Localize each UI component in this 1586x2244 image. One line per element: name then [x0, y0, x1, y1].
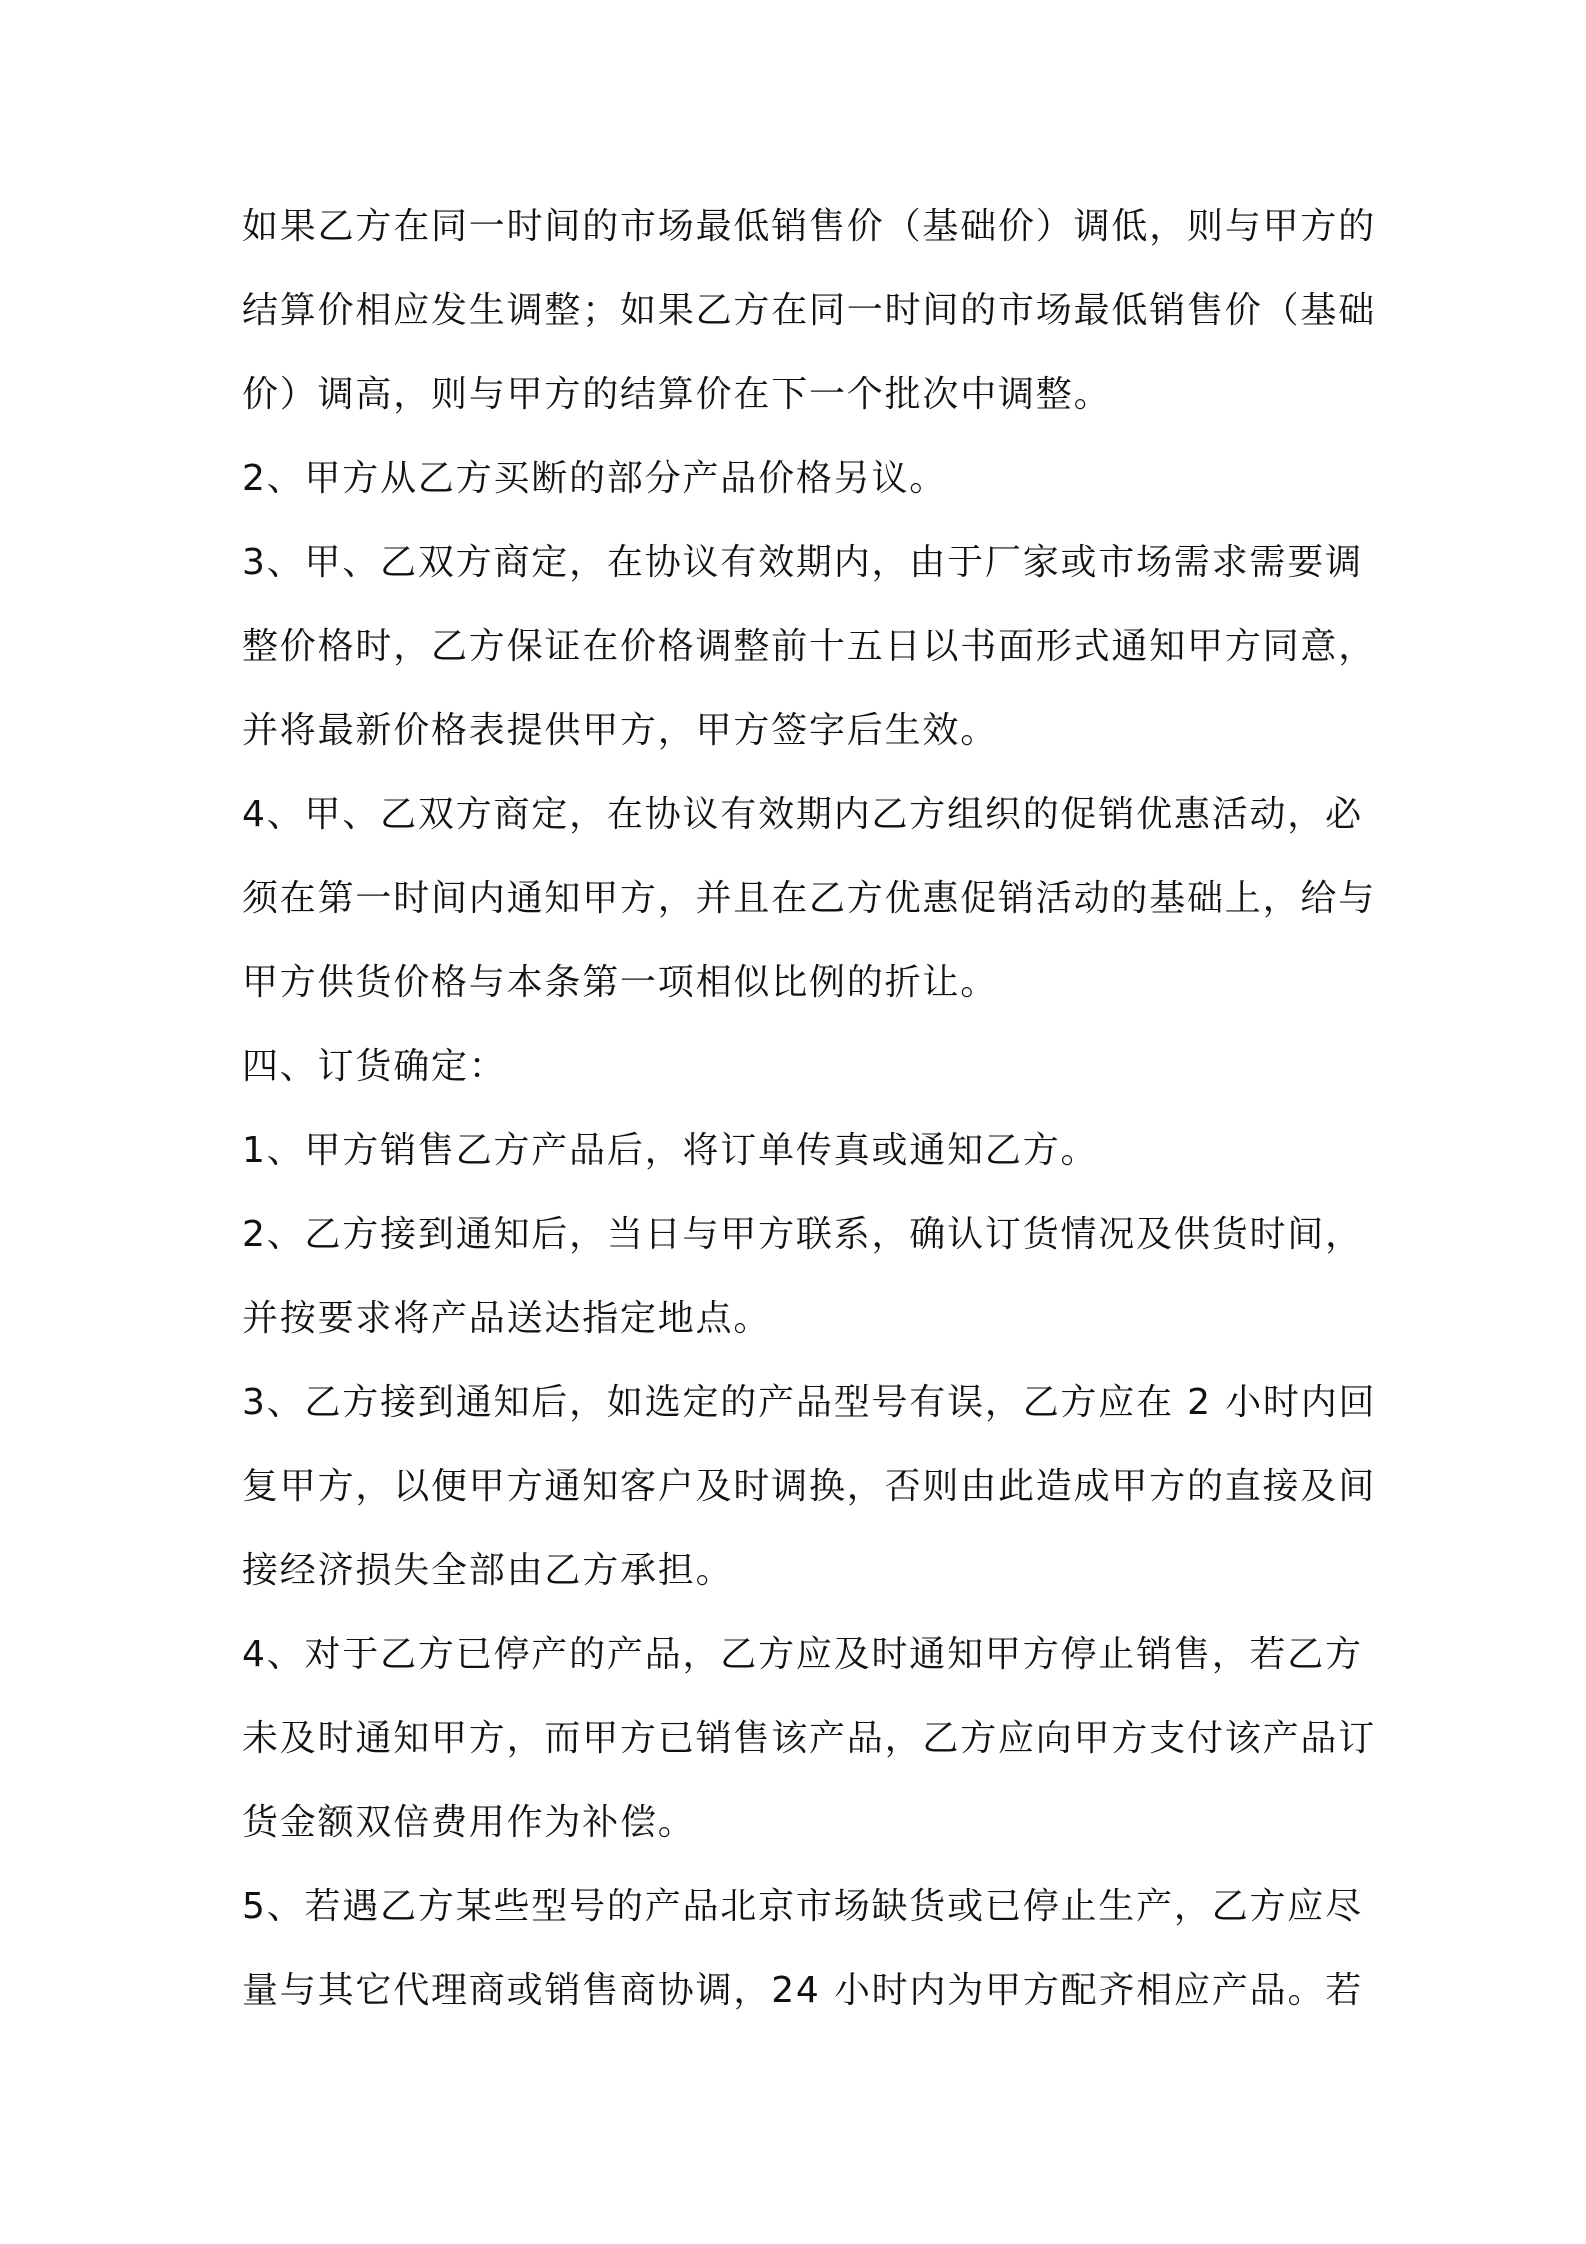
text-line: 3、甲、乙双方商定，在协议有效期内，由于厂家或市场需求需要调 [242, 542, 1363, 583]
section-heading: 四、订货确定： [242, 1046, 507, 1087]
text-line: 并按要求将产品送达指定地点。 [242, 1298, 772, 1339]
text-line: 须在第一时间内通知甲方，并且在乙方优惠促销活动的基础上，给与 [242, 878, 1377, 919]
text-line: 2、乙方接到通知后，当日与甲方联系，确认订货情况及供货时间， [242, 1214, 1363, 1255]
text-line: 1、甲方销售乙方产品后，将订单传真或通知乙方。 [242, 1130, 1099, 1171]
document-body [242, 185, 1377, 2033]
text-line: 价）调高，则与甲方的结算价在下一个批次中调整。 [242, 374, 1112, 415]
text-line: 结算价相应发生调整；如果乙方在同一时间的市场最低销售价（基础 [242, 290, 1377, 331]
text-line: 量与其它代理商或销售商协调，24 小时内为甲方配齐相应产品。若 [242, 1970, 1364, 2011]
text-line: 接经济损失全部由乙方承担。 [242, 1550, 734, 1591]
text-line: 5、若遇乙方某些型号的产品北京市场缺货或已停止生产，乙方应尽 [242, 1886, 1363, 1927]
text-line: 未及时通知甲方，而甲方已销售该产品，乙方应向甲方支付该产品订 [242, 1718, 1377, 1759]
text-line: 2、甲方从乙方买断的部分产品价格另议。 [242, 458, 948, 499]
text-line: 并将最新价格表提供甲方，甲方签字后生效。 [242, 710, 999, 751]
text-line: 4、甲、乙双方商定，在协议有效期内乙方组织的促销优惠活动，必 [242, 794, 1363, 835]
text-line: 复甲方，以便甲方通知客户及时调换，否则由此造成甲方的直接及间 [242, 1466, 1377, 1507]
text-line: 3、乙方接到通知后，如选定的产品型号有误，乙方应在 2 小时内回 [242, 1382, 1377, 1423]
text-line: 4、对于乙方已停产的产品，乙方应及时通知甲方停止销售，若乙方 [242, 1634, 1363, 1675]
text-line: 整价格时，乙方保证在价格调整前十五日以书面形式通知甲方同意， [242, 626, 1377, 667]
text-line: 如果乙方在同一时间的市场最低销售价（基础价）调低，则与甲方的 [242, 206, 1377, 247]
text-line: 甲方供货价格与本条第一项相似比例的折让。 [242, 962, 999, 1003]
text-line: 货金额双倍费用作为补偿。 [242, 1802, 696, 1843]
